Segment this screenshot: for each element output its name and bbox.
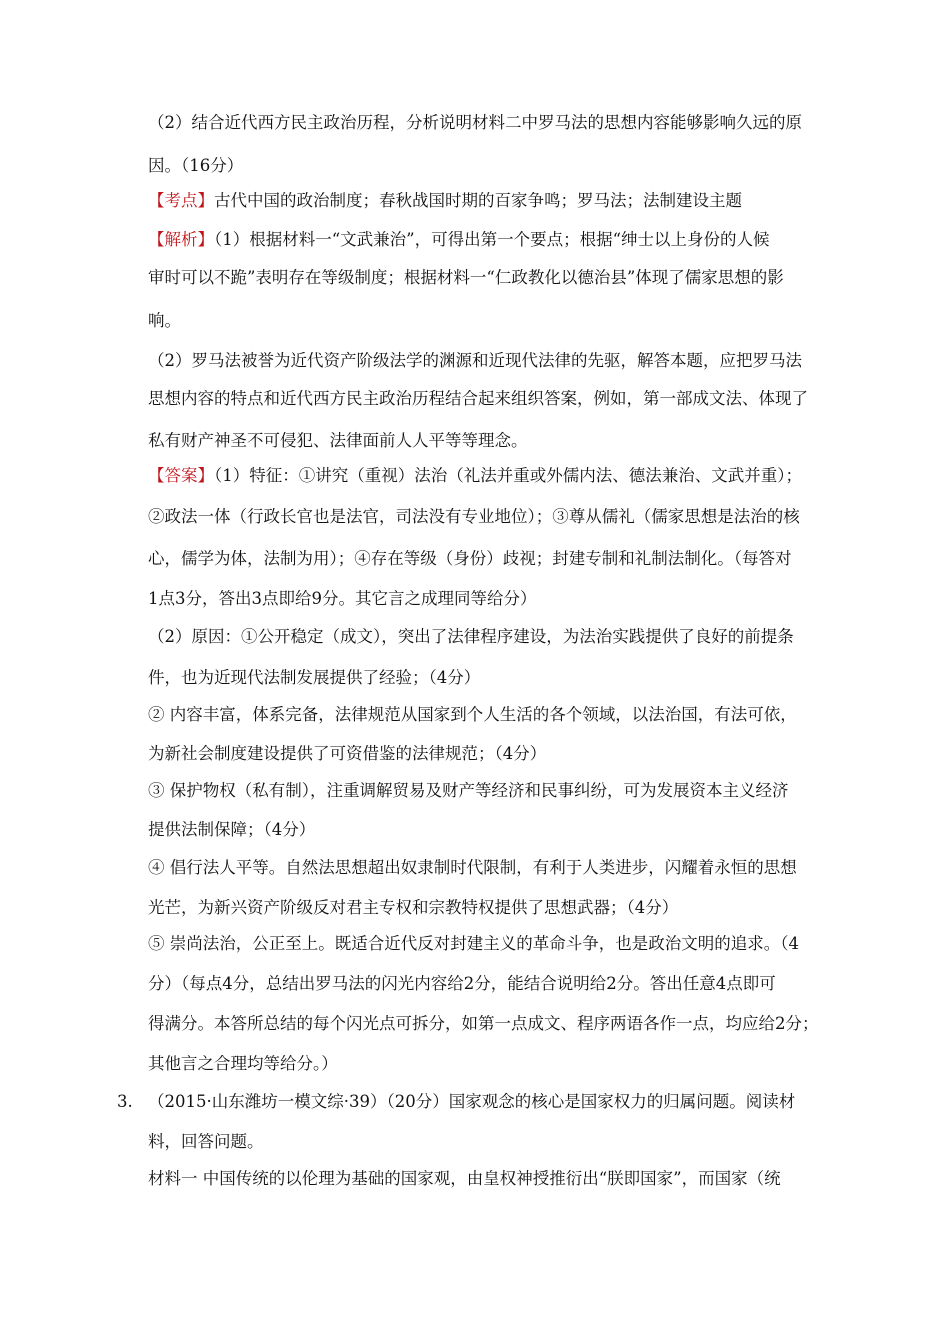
daan-p2-line-2: 件，也为近现代法制发展提供了经验；（4分） <box>148 668 481 687</box>
q3-number: 3. <box>117 1092 133 1111</box>
q2-prompt-line-2: 因。（16分） <box>148 156 244 175</box>
daan-p2-line-8: 光芒，为新兴资产阶级反对君主专权和宗教特权提供了思想武器；（4分） <box>148 898 679 917</box>
jiexi-p2-line-2: 思想内容的特点和近代西方民主政治历程结合起来组织答案，例如，第一部成文法、体现了 <box>148 389 808 408</box>
daan-line-2: ②政法一体（行政长官也是法官，司法没有专业地位）；③尊从儒礼（儒家思想是法治的核 <box>148 507 800 526</box>
daan-p2-line-9: ⑤ 崇尚法治，公正至上。既适合近代反对封建主义的革命斗争，也是政治文明的追求。（4 <box>148 934 799 953</box>
q3-line-1: （2015·山东潍坊一模文综·39）（20分）国家观念的核心是国家权力的归属问题。阅读材 <box>148 1092 796 1111</box>
kaodian-text: 古代中国的政治制度；春秋战国时期的百家争鸣；罗马法；法制建设主题 <box>214 191 742 210</box>
daan-line-1 <box>148 464 828 488</box>
daan-p2-line-12: 其他言之合理均等给分。） <box>148 1054 338 1073</box>
daan-text-1: （1）特征：①讲究（重视）法治（礼法并重或外儒内法、德法兼治、文武并重）； <box>214 466 802 485</box>
daan-p2-line-5: ③ 保护物权（私有制），注重调解贸易及财产等经济和民事纠纷，可为发展资本主义经济 <box>148 781 789 800</box>
jiexi-line-3: 响。 <box>148 311 181 330</box>
daan-p2-line-3: ② 内容丰富，体系完备，法律规范从国家到个人生活的各个领域，以法治国，有法可依， <box>148 705 797 724</box>
daan-p2-line-6: 提供法制保障；（4分） <box>148 820 316 839</box>
daan-line-3: 心，儒学为体，法制为用）；④存在等级（身份）歧视；封建专制和礼制法制化。（每答对 <box>148 549 792 568</box>
daan-line-4: 1点3分，答出3点即给9分。其它言之成理同等给分） <box>148 589 537 608</box>
jiexi-text-1: （1）根据材料一“文武兼治”，可得出第一个要点；根据“绅士以上身份的人候 <box>214 230 770 249</box>
daan-p2-line-7: ④ 倡行法人平等。自然法思想超出奴隶制时代限制，有利于人类进步，闪耀着永恒的思想 <box>148 858 797 877</box>
daan-tag: 【答案】 <box>148 466 214 485</box>
q3-line-3: 材料一 中国传统的以伦理为基础的国家观，由皇权神授推衍出“朕即国家”，而国家（统 <box>148 1169 781 1188</box>
jiexi-line-2: 审时可以不跪”表明存在等级制度；根据材料一“仁政教化以德治县”体现了儒家思想的影 <box>148 268 784 287</box>
jiexi-p2-line-3: 私有财产神圣不可侵犯、法律面前人人平等等理念。 <box>148 431 528 450</box>
daan-p2-line-1: （2）原因：①公开稳定（成文），突出了法律程序建设，为法治实践提供了良好的前提条 <box>148 627 794 646</box>
kaodian-tag: 【考点】 <box>148 191 214 210</box>
jiexi-line-1 <box>148 228 828 252</box>
kaodian-line <box>148 189 828 213</box>
jiexi-p2-line-1: （2）罗马法被誉为近代资产阶级法学的渊源和近现代法律的先驱，解答本题，应把罗马法 <box>148 351 802 370</box>
daan-p2-line-11: 得满分。本答所总结的每个闪光点可拆分，如第一点成文、程序两语各作一点，均应给2分； <box>148 1014 819 1033</box>
q2-prompt-line-1: （2）结合近代西方民主政治历程，分析说明材料二中罗马法的思想内容能够影响久远的原 <box>148 113 802 132</box>
daan-p2-line-4: 为新社会制度建设提供了可资借鉴的法律规范；（4分） <box>148 744 547 763</box>
q3-line-2: 料，回答问题。 <box>148 1132 264 1151</box>
daan-p2-line-10: 分）（每点4分，总结出罗马法的闪光内容给2分，能结合说明给2分。答出任意4点即可 <box>148 974 776 993</box>
jiexi-tag: 【解析】 <box>148 230 214 249</box>
